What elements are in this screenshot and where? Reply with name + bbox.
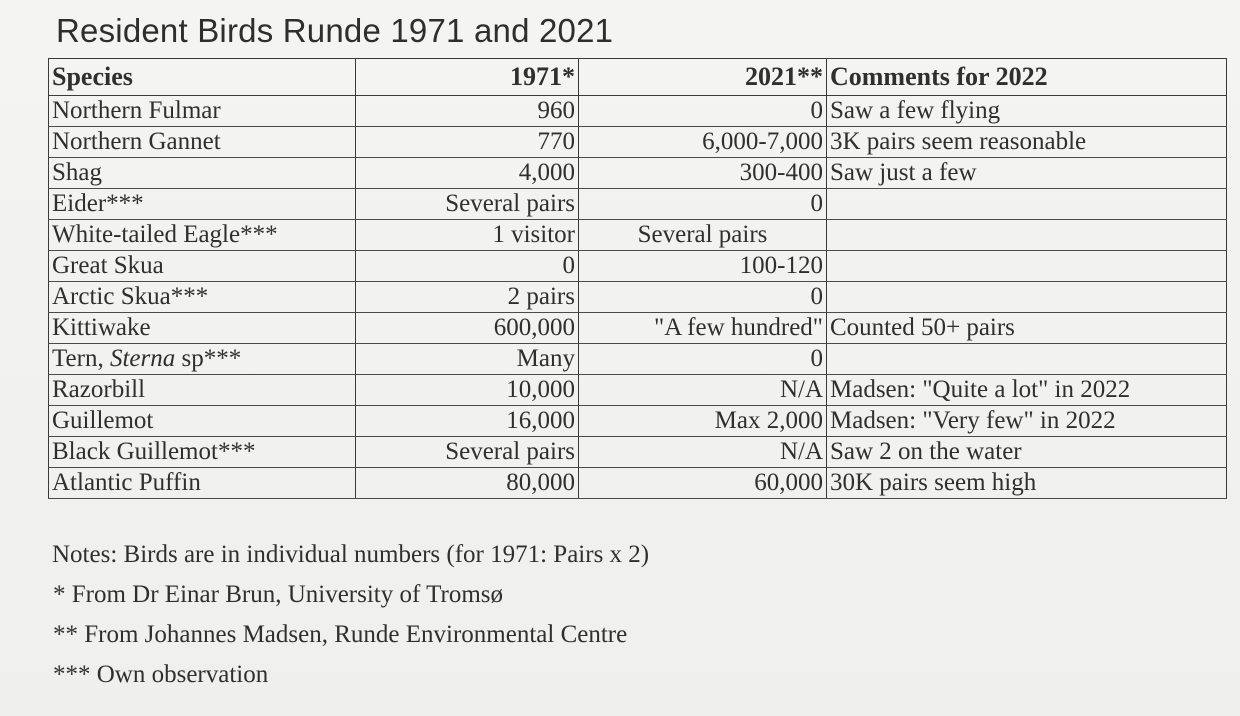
table-row <box>49 282 1227 313</box>
count-1971-cell: 1 visitor <box>356 220 579 251</box>
count-1971-cell: 960 <box>356 96 579 127</box>
count-2021-cell: N/A <box>579 437 827 468</box>
count-2021-cell: N/A <box>579 375 827 406</box>
species-cell: Guillemot <box>49 406 356 437</box>
count-2021-cell: 0 <box>579 96 827 127</box>
count-1971-cell: 0 <box>356 251 579 282</box>
comment-cell <box>827 344 1227 375</box>
count-1971-cell: 4,000 <box>356 158 579 189</box>
count-1971-cell: 600,000 <box>356 313 579 344</box>
count-1971-cell: 80,000 <box>356 468 579 499</box>
table-row <box>49 344 1227 375</box>
table-row <box>49 313 1227 344</box>
species-cell: Northern Gannet <box>49 127 356 158</box>
species-cell: Eider*** <box>49 189 356 220</box>
count-1971-cell: Several pairs <box>356 189 579 220</box>
species-cell <box>49 344 356 375</box>
count-2021-cell: Max 2,000 <box>579 406 827 437</box>
table-row <box>49 96 1227 127</box>
page-title: Resident Birds Runde 1971 and 2021 <box>56 12 614 49</box>
count-1971-cell: 2 pairs <box>356 282 579 313</box>
comment-cell <box>827 220 1227 251</box>
comment-cell <box>827 189 1227 220</box>
table-header-row <box>49 59 1227 96</box>
count-1971-cell: 16,000 <box>356 406 579 437</box>
count-1971-cell: 10,000 <box>356 375 579 406</box>
table-row <box>49 468 1227 499</box>
count-2021-cell: 100-120 <box>579 251 827 282</box>
comment-cell: 30K pairs seem high <box>827 468 1227 499</box>
count-2021-cell: 6,000-7,000 <box>579 127 827 158</box>
table-row <box>49 127 1227 158</box>
species-cell: Black Guillemot*** <box>49 437 356 468</box>
count-2021-cell: Several pairs <box>579 220 827 251</box>
comment-cell: 3K pairs seem reasonable <box>827 127 1227 158</box>
header-species: Species <box>49 59 356 96</box>
table-row <box>49 406 1227 437</box>
count-2021-cell: 60,000 <box>579 468 827 499</box>
table-row <box>49 375 1227 406</box>
count-2021-cell: 0 <box>579 282 827 313</box>
species-cell: Razorbill <box>49 375 356 406</box>
species-genus-italic: Sterna <box>109 345 176 372</box>
comment-cell: Saw a few flying <box>827 96 1227 127</box>
note-source-2021: ** From Johannes Madsen, Runde Environmental Centre <box>53 621 628 648</box>
count-1971-cell: Several pairs <box>356 437 579 468</box>
note-source-1971: * From Dr Einar Brun, University of Tromsø <box>53 581 503 608</box>
bird-counts-table <box>48 58 1227 499</box>
comment-cell: Saw 2 on the water <box>827 437 1227 468</box>
header-comments: Comments for 2022 <box>827 59 1227 96</box>
species-text: Tern, <box>52 345 110 372</box>
comment-cell: Madsen: "Very few" in 2022 <box>827 406 1227 437</box>
species-cell: Arctic Skua*** <box>49 282 356 313</box>
table-row <box>49 437 1227 468</box>
count-2021-cell: "A few hundred" <box>579 313 827 344</box>
count-2021-cell: 0 <box>579 344 827 375</box>
table-row <box>49 220 1227 251</box>
count-1971-cell: 770 <box>356 127 579 158</box>
notes-section <box>52 540 649 700</box>
comment-cell <box>827 282 1227 313</box>
count-1971-cell: Many <box>356 344 579 375</box>
species-suffix: sp*** <box>175 345 242 372</box>
species-cell: Atlantic Puffin <box>49 468 356 499</box>
table-row <box>49 251 1227 282</box>
species-cell: Great Skua <box>49 251 356 282</box>
comment-cell <box>827 251 1227 282</box>
table-row <box>49 189 1227 220</box>
count-2021-cell: 300-400 <box>579 158 827 189</box>
table-row <box>49 158 1227 189</box>
species-cell: Shag <box>49 158 356 189</box>
species-cell: Kittiwake <box>49 313 356 344</box>
comment-cell: Madsen: "Quite a lot" in 2022 <box>827 375 1227 406</box>
comment-cell: Saw just a few <box>827 158 1227 189</box>
note-units: Notes: Birds are in individual numbers (for 1971: Pairs x 2) <box>52 541 650 568</box>
species-cell: Northern Fulmar <box>49 96 356 127</box>
header-2021: 2021** <box>579 59 827 96</box>
header-1971: 1971* <box>356 59 579 96</box>
count-2021-cell: 0 <box>579 189 827 220</box>
comment-cell: Counted 50+ pairs <box>827 313 1227 344</box>
note-own-observation: *** Own observation <box>53 661 269 688</box>
species-cell: White-tailed Eagle*** <box>49 220 356 251</box>
